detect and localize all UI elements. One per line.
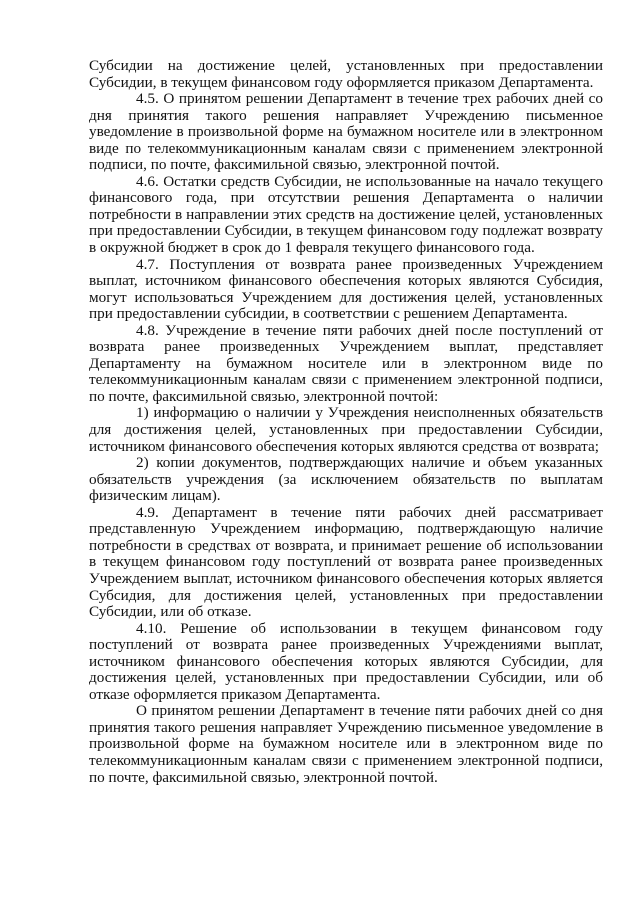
paragraph-4-8: 4.8. Учреждение в течение пяти рабочих дней после поступлений от возврата ранее произведенных Учреждением выплат, представляет Департаменту на бумажном носителе или в электронном виде по телекоммуникационным каналам связи с применением электронной подписи, по почте, факсимильной связью, электронной почтой: (89, 321, 603, 405)
paragraph-4-10: 4.10. Решение об использовании в текущем финансовом году поступлений от возврата ранее произведенных Учреждениями выплат, источником финансового обеспечения которых являются Субсидии, для достижения целей, установленных при предоставлении Субсидии, или об отказе оформляется приказом Департамента. (89, 619, 603, 703)
paragraph-4-6: 4.6. Остатки средств Субсидии, не использованные на начало текущего финансового года, при отсутствии решения Департамента о наличии потребности в направлении этих средств на достижение целей, установленных при предоставлении Субсидии, в текущем финансовом году подлежат возврату в окружной бюджет в срок до 1 февраля текущего финансового года. (89, 172, 603, 257)
paragraph-4-5: 4.5. О принятом решении Департамент в течение трех рабочих дней со дня принятия такого решения направляет Учреждению письменное уведомление в произвольной форме на бумажном носителе или в электронном виде по телекоммуникационным каналам связи с применением электронной подписи, по почте, факсимильной связью, электронной почтой. (89, 90, 603, 174)
paragraph-final: О принятом решении Департамент в течение пяти рабочих дней со дня принятия такого решения направляет Учреждению письменное уведомление в произвольной форме на бумажном носителе или в электронном виде по телекоммуникационным каналам связи с применением электронной подписи, по почте, факсимильной связью, электронной почтой. (89, 702, 603, 786)
paragraph-continuation: Субсидии на достижение целей, установленных при предоставлении Субсидии, в текущем финансовом году оформляется приказом Департамента. (89, 57, 603, 91)
paragraph-4-9: 4.9. Департамент в течение пяти рабочих дней рассматривает представленную Учреждением информацию, подтверждающую наличие потребности в средствах от возврата, и принимает решение об использовании в текущем финансовом году поступлений от возврата ранее произведенных Учреждением выплат, источником финансового обеспечения которых является Субсидия, для достижения целей, установленных при предоставлении Субсидии, или об отказе. (89, 503, 603, 621)
list-item-2: 2) копии документов, подтверждающих наличие и объем указанных обязательств учреждения (за исключением обязательств по выплатам физическим лицам). (89, 454, 603, 505)
list-item-1: 1) информацию о наличии у Учреждения неисполненных обязательств для достижения целей, установленных при предоставлении Субсидии, источником финансового обеспечения которых являются средства от возврата; (89, 404, 603, 455)
paragraph-4-7: 4.7. Поступления от возврата ранее произведенных Учреждением выплат, источником финансового обеспечения которых являются Субсидия, могут использоваться Учреждением для достижения целей, установленных при предоставлении субсидии, в соответствии с решением Департамента. (89, 255, 603, 323)
document-body (89, 58, 603, 786)
